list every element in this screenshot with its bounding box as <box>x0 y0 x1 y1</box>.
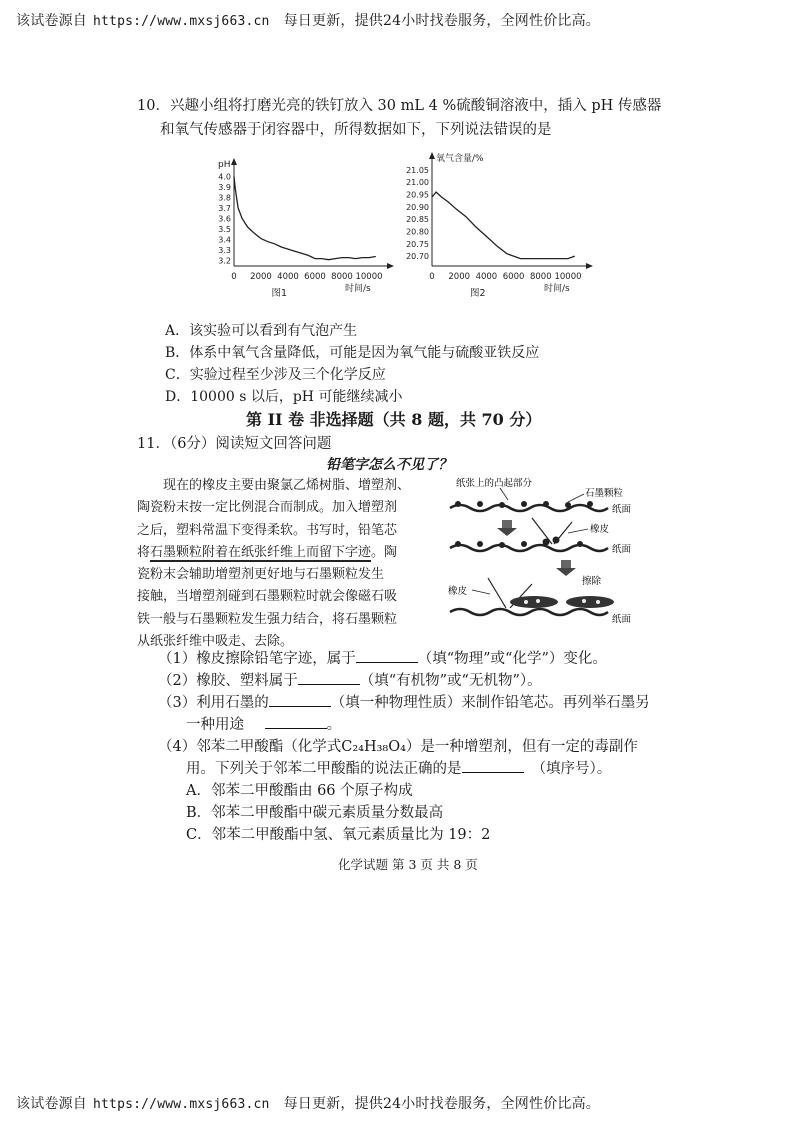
sub1-text-end: （填“物理”或“化学”）变化。 <box>417 651 607 667</box>
q10-option-a[interactable]: A．该实验可以看到有气泡产生 <box>165 323 358 339</box>
passage-text: 将 <box>137 544 151 560</box>
y-tick-label: 3.7 <box>218 203 231 213</box>
x-tick-label: 8000 <box>529 272 552 282</box>
q10-stem-line1: 10．兴趣小组将打磨光亮的铁钉放入 30 mL 4 %硫酸铜溶液中，插入 pH 传感器 <box>137 98 662 114</box>
passage <box>137 475 410 653</box>
banner-suffix: 每日更新，提供24小时找卷服务，全网性价比高。 <box>283 13 601 29</box>
y-tick-label: 4.0 <box>218 172 231 182</box>
x-tick-label: 10000 <box>355 272 383 282</box>
banner-url[interactable]: https://www.mxsj663.cn <box>93 1097 270 1112</box>
x-axis-label: 时间/s <box>345 284 371 294</box>
q10-stem-line2: 和氧气传感器于闭容器中，所得数据如下，下列说法错误的是 <box>160 122 552 138</box>
sub2-text-end: （填“有机物”或“无机物”）。 <box>359 673 542 689</box>
x-axis-arrow <box>586 263 593 269</box>
passage-text: 。陶 <box>371 544 398 560</box>
x-tick-label: 2000 <box>250 272 272 282</box>
passage-line: 现在的橡皮主要由聚氯乙烯树脂、增塑剂、 <box>163 478 411 493</box>
sub3-period: 。 <box>326 717 342 733</box>
y-tick-label: 3.4 <box>218 235 231 245</box>
q11-sub4-line1: （4）邻苯二甲酸酯（化学式C₂₄H₃₈O₄）是一种增塑剂，但有一定的毒副作 <box>158 739 638 755</box>
y-axis-label: 氧气含量/% <box>436 154 484 164</box>
y-tick-label: 3.3 <box>218 246 231 256</box>
answer-blank-4[interactable] <box>265 728 327 729</box>
q11-sub4-line2 <box>186 757 611 778</box>
passage-title: 铅笔字怎么不见了？ <box>326 457 452 473</box>
y-tick-label: 3.9 <box>218 182 231 192</box>
handwritten-underline: 石墨颗粒附着在纸张纤维上而留下字迹 <box>150 544 372 560</box>
chart-title: 图2 <box>470 288 486 299</box>
q11-sub2 <box>158 669 542 690</box>
figure-charts <box>200 140 620 310</box>
answer-blank-2[interactable] <box>298 684 360 685</box>
chart-title: 图1 <box>271 288 288 299</box>
x-tick-label: 2000 <box>448 272 471 282</box>
eraser-diagram <box>440 470 640 635</box>
label-paper-2: 纸面 <box>612 544 632 555</box>
x-tick-label: 0 <box>429 272 435 282</box>
label-eraser-1: 橡皮 <box>590 524 610 535</box>
x-tick-label: 6000 <box>304 272 326 282</box>
q10-option-c[interactable]: C．实验过程至少涉及三个化学反应 <box>165 367 386 383</box>
passage-line: 铁一般与石墨颗粒发生强力结合，将石墨颗粒 <box>137 611 398 627</box>
x-tick-label: 6000 <box>502 272 525 282</box>
q10-option-d[interactable]: D．10000 s 以后，pH 可能继续减小 <box>165 389 403 405</box>
passage-line: 接触，当增塑剂碰到石墨颗粒时就会像磁石吸 <box>137 589 398 605</box>
q11-sub3-cont <box>186 713 341 734</box>
y-tick-label: 20.85 <box>406 215 429 225</box>
sub3-text-2: 一种用途 <box>186 717 244 733</box>
series-line <box>432 192 575 259</box>
sub4-text: 用。下列关于邻苯二甲酸酯的说法正确的是 <box>186 761 462 777</box>
answer-blank-3[interactable] <box>269 706 331 707</box>
y-tick-label: 3.6 <box>218 214 231 224</box>
x-tick-label: 4000 <box>475 272 498 282</box>
banner-url[interactable]: https://www.mxsj663.cn <box>93 14 270 29</box>
y-tick-label: 21.00 <box>406 178 429 188</box>
series-line <box>234 176 376 259</box>
sub1-text: （1）橡皮擦除铅笔字迹，属于 <box>158 651 356 667</box>
y-tick-label: 3.8 <box>218 193 231 203</box>
x-tick-label: 10000 <box>554 272 582 282</box>
q11-choice-c[interactable]: C．邻苯二甲酸酯中氢、氧元素质量比为 19：2 <box>186 827 491 843</box>
label-paper-1: 纸面 <box>612 504 632 515</box>
passage-line: 之后，塑料常温下变得柔软。书写时，铅笔芯 <box>137 522 398 538</box>
label-graphite: 石墨颗粒 <box>585 488 624 499</box>
q11-choice-a[interactable]: A．邻苯二甲酸酯由 66 个原子构成 <box>186 783 413 799</box>
x-tick-label: 8000 <box>331 272 353 282</box>
y-tick-label: 20.70 <box>406 252 429 262</box>
x-tick-label: 0 <box>231 272 237 282</box>
chart-ph <box>218 158 394 299</box>
q11-sub3 <box>158 691 650 712</box>
sub2-text: （2）橡胶、塑料属于 <box>158 673 298 689</box>
y-tick-label: 20.80 <box>406 227 429 237</box>
label-paper-bump: 纸张上的凸起部分 <box>456 478 533 489</box>
y-axis-label: pH <box>218 160 231 170</box>
sub3-text-end: （填一种物理性质）来制作铅笔芯。再列举石墨另 <box>330 695 650 711</box>
y-tick-label: 3.2 <box>218 256 231 266</box>
banner-prefix: 该试卷源自 <box>16 1096 87 1112</box>
q10-option-b[interactable]: B．体系中氧气含量降低，可能是因为氧气能与硫酸亚铁反应 <box>165 345 540 361</box>
y-axis-arrow <box>429 152 435 159</box>
label-paper-3: 纸面 <box>612 614 632 625</box>
source-banner-top <box>16 10 600 30</box>
y-tick-label: 20.90 <box>406 202 429 212</box>
passage-line: 从纸张纤维中吸走、去除。 <box>137 634 294 650</box>
passage-line: 瓷粉末会辅助增塑剂更好地与石墨颗粒发生 <box>137 567 385 583</box>
banner-suffix: 每日更新，提供24小时找卷服务，全网性价比高。 <box>283 1096 601 1112</box>
source-banner-bottom <box>16 1093 600 1113</box>
sub4-text-end: （填序号）。 <box>531 761 612 777</box>
page-footer: 化学试题 第 3 页 共 8 页 <box>338 857 478 872</box>
y-tick-label: 3.5 <box>218 225 231 235</box>
answer-blank-1[interactable] <box>356 662 418 663</box>
y-axis-arrow <box>231 158 237 165</box>
label-eraser-2: 橡皮 <box>448 586 468 597</box>
y-tick-label: 20.75 <box>406 239 429 249</box>
chart-oxygen <box>406 152 593 299</box>
passage-line: 陶瓷粉末按一定比例混合而制成。加入增塑剂 <box>137 500 398 516</box>
banner-prefix: 该试卷源自 <box>16 13 87 29</box>
label-remove: 擦除 <box>582 576 602 587</box>
x-tick-label: 4000 <box>277 272 299 282</box>
q11-choice-b[interactable]: B．邻苯二甲酸酯中碳元素质量分数最高 <box>186 805 444 821</box>
y-tick-label: 20.95 <box>406 190 429 200</box>
passage-line-marked <box>137 542 410 564</box>
q11-heading: 11．（6分）阅读短文回答问题 <box>137 436 332 452</box>
answer-blank-5[interactable] <box>462 772 524 773</box>
section-title: 第 II 卷 非选择题（共 8 题，共 70 分） <box>246 410 542 429</box>
x-axis-arrow <box>387 263 394 269</box>
y-tick-label: 21.05 <box>406 165 429 175</box>
x-axis-label: 时间/s <box>544 284 570 294</box>
sub3-text: （3）利用石墨的 <box>158 695 269 711</box>
q11-sub1 <box>158 647 607 668</box>
